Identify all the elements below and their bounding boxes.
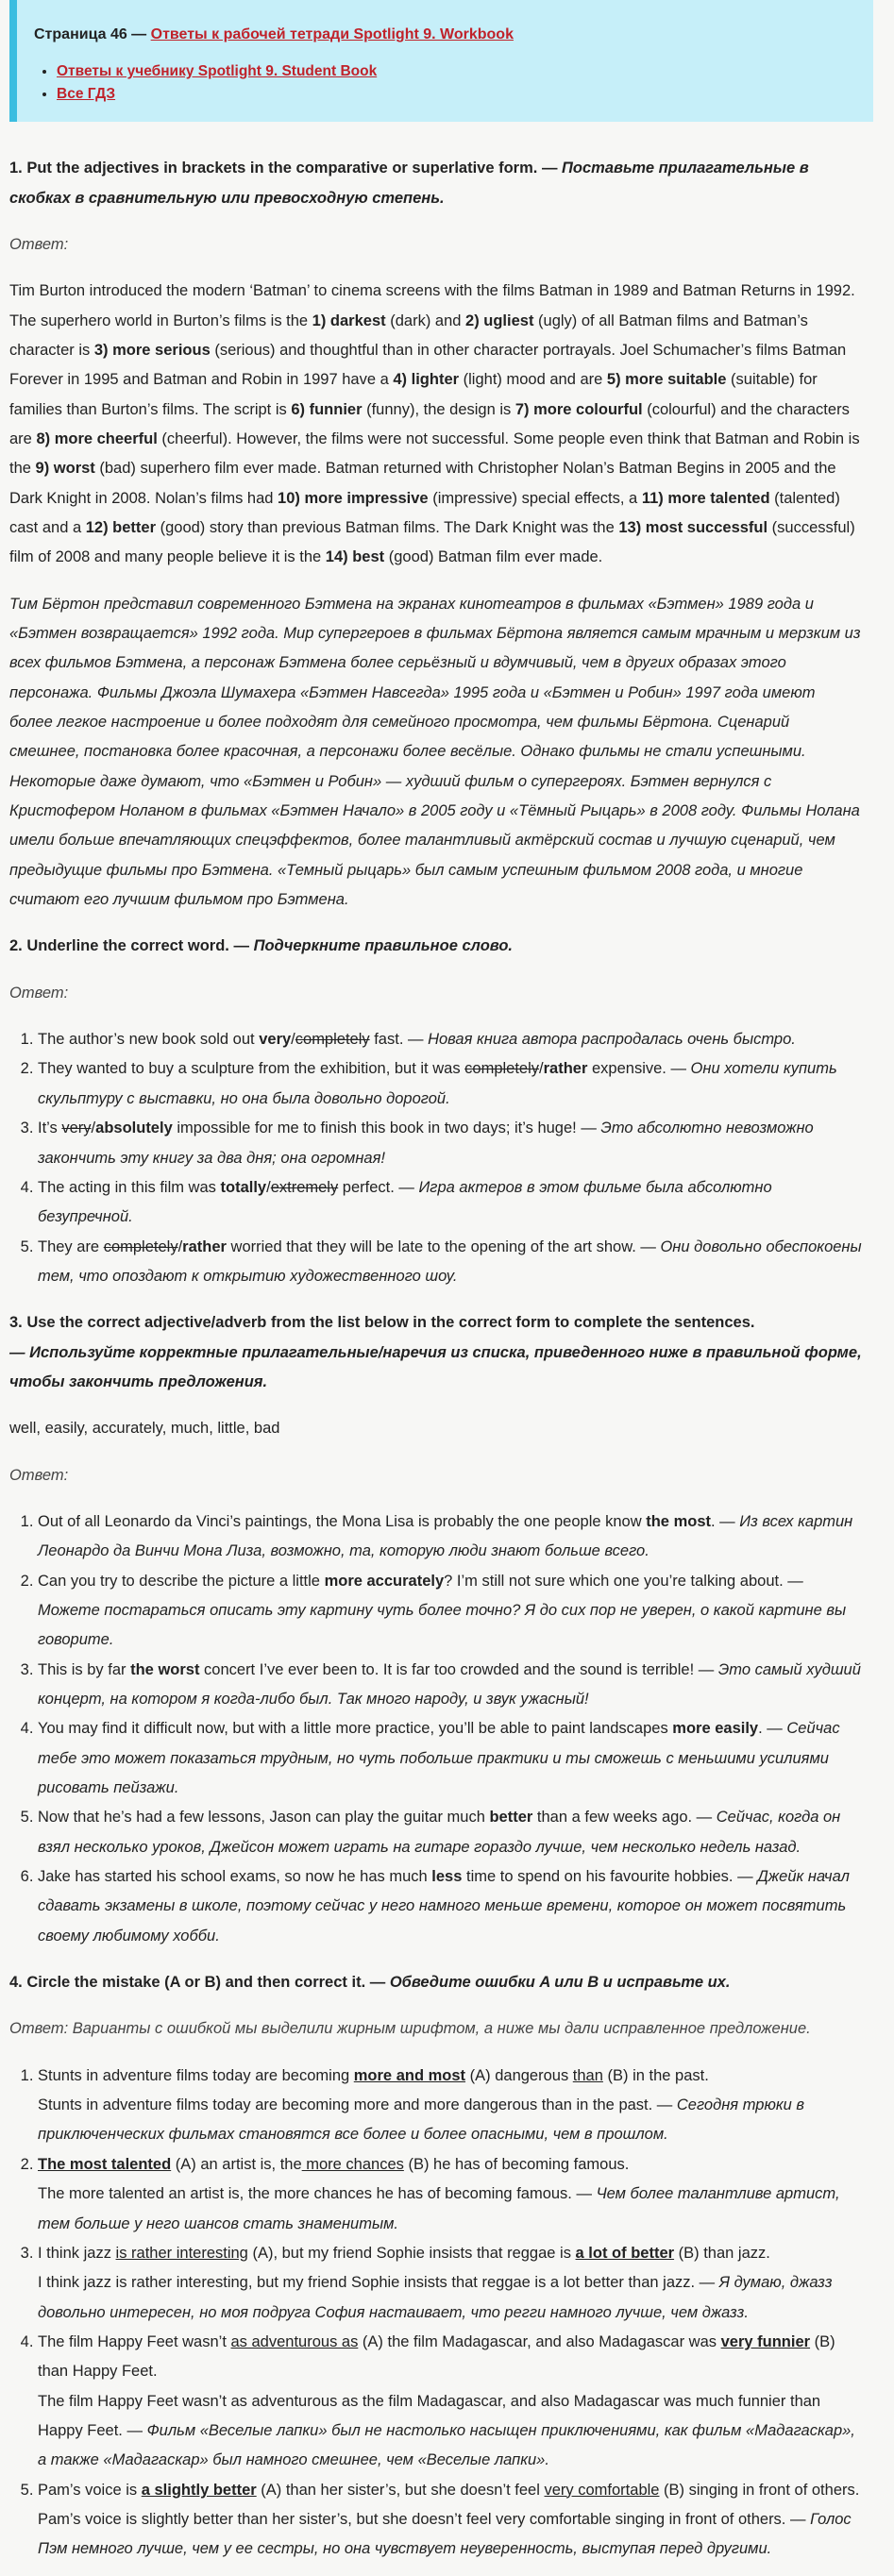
task-2-list: [9, 1025, 862, 1291]
page-number: Страница 46 —: [34, 26, 151, 42]
task-title-en: 1. Put the adjectives in brackets in the comparative or superlative form. —: [9, 160, 558, 177]
links-list: [34, 60, 852, 108]
list-item: 2. They wanted to buy a sculpture from the exhibition, but it was completely/rather expensive. — Они хотели купить скульптуру с выставки, но она была довольно дорогой.: [38, 1054, 862, 1114]
list-item: 5. They are completely/rather worried that they will be late to the opening of the art show. — Они довольно обеспокоены тем, что опоздают к открытию художественного шоу.: [38, 1233, 862, 1292]
list-item: 4. You may find it difficult now, but with a little more practice, you’ll be able to paint landscapes more easily. — Сейчас тебе это может показаться трудным, но чуть побольше практики и ты сможешь с меньшими усилиями рисовать пейзажи.: [38, 1714, 862, 1803]
list-item: 2. Can you try to describe the picture a little more accurately? I’m still not sure which one you’re talking about. — Можете постараться описать эту картину чуть более точно? Я до сих пор не уверен, о какой картине вы говорите.: [38, 1567, 862, 1656]
list-item: 3. This is by far the worst concert I’ve ever been to. It is far too crowded and the sound is terrible! — Это самый худший концерт, на котором я когда-либо был. Так много народу, и звук ужасный!: [38, 1656, 862, 1715]
list-item: 5. Pam’s voice is a slightly better (A) than her sister’s, but she doesn’t feel very comfortable (B) singing in front of others. Pam’s voice is slightly better than her sister’s, but she doesn’t feel very comfortable singing in front of others. — Голос Пэм немного лучше, чем у ее сестры, но она чувствует неуверенность, выступая перед другими.: [38, 2476, 862, 2565]
list-item: [57, 83, 852, 107]
list-item: 1. Out of all Leonardo da Vinci’s paintings, the Mona Lisa is probably the one people know the most. — Из всех картин Леонардо да Винчи Мона Лиза, возможно, та, которую люди знают больше всего.: [38, 1507, 862, 1567]
page-header: [34, 23, 852, 47]
task-1-title: [9, 154, 862, 213]
list-item: 3. It’s very/absolutely impossible for me to finish this book in two days; it’s huge! — Это абсолютно невозможно закончить эту книгу за два дня; она огромная!: [38, 1114, 862, 1173]
list-item: 1. The author’s new book sold out very/completely fast. — Новая книга автора распродалась очень быстро.: [38, 1025, 862, 1054]
word-list: well, easily, accurately, much, little, bad: [9, 1420, 280, 1438]
student-book-link[interactable]: Ответы к учебнику Spotlight 9. Student Book: [57, 62, 378, 79]
list-item: 6. Jake has started his school exams, so now he has much less time to spend on his favourite hobbies. — Джейк начал сдавать экзамены в школе, поэтому сейчас у него намного меньше времени, которое он может посвятить своему любимому хобби.: [38, 1862, 862, 1951]
task-4-title: 4. Circle the mistake (A or B) and then correct it. — Обведите ошибки A или B и исправьте их.: [9, 1974, 731, 1992]
task-4-list: [9, 2062, 862, 2565]
task-2-title: 2. Underline the correct word. — Подчеркните правильное слово.: [9, 937, 513, 955]
main-content: [9, 154, 873, 2564]
answer-label: Ответ:: [9, 984, 69, 1002]
related-links-box: [9, 0, 873, 122]
answer-label: Ответ:: [9, 1466, 69, 1484]
all-gdz-link[interactable]: Все ГДЗ: [57, 86, 116, 103]
list-item: 2. The most talented (A) an artist is, the more chances (B) he has of becoming famous. The more talented an artist is, the more chances he has of becoming famous. — Чем более талантливе артист, тем больше у него шансов стать знаменитым.: [38, 2150, 862, 2239]
answer-note: Ответ: Варианты с ошибкой мы выделили жирным шрифтом, а ниже мы дали исправленное предложение.: [9, 2020, 811, 2038]
task-title-ru: Поставьте прилагательные в скобках в сравнительную или превосходную степень.: [9, 160, 809, 207]
workbook-link[interactable]: Ответы к рабочей тетради Spotlight 9. Workbook: [150, 26, 514, 42]
task-1-translation: Тим Бёртон представил современного Бэтмена на экранах кинотеатров в фильмах «Бэтмен» 1989 года и «Бэтмен возвращается» 1992 года. Мир супергероев в фильмах Бёртона является самым мрачным и мерзким из всех фильмов Бэтмена, а персонаж Бэтмена более серьёзный и вдумчивый, чем в других образах этого персонажа. Фильмы Джоэла Шумахера «Бэтмен Навсегда» 1995 года и «Бэтмен и Робин» 1997 года имеют более легкое настроение и более подходят для семейного просмотра, чем фильмы Бёртона. Сценарий смешнее, постановка более красочная, а персонажи более весёлые. Однако фильмы не стали успешными. Некоторые даже думают, что «Бэтмен и Робин» — худший фильм о супергероях. Бэтмен вернулся с Кристофером Ноланом в фильмах «Бэтмен Начало» в 2005 году и «Тёмный Рыцарь» в 2008 году. Фильмы Нолана имели больше впечатляющих спецэффектов, более талантливый актёрский состав и лучшую сценарий, чем предыдущие фильмы про Бэтмена. «Темный рыцарь» был самым успешным фильмом 2008 года, и многие считают его лучшим фильмом про Бэтмена.: [9, 595, 861, 909]
answer-label: Ответ:: [9, 235, 69, 253]
list-item: 4. The acting in this film was totally/extremely perfect. — Игра актеров в этом фильме была абсолютно безупречной.: [38, 1173, 862, 1233]
list-item: 3. I think jazz is rather interesting (A), but my friend Sophie insists that reggae is a lot of better (B) than jazz. I think jazz is rather interesting, but my friend Sophie insists that reggae is a lot better than jazz. — Я думаю, джазз довольно интересен, но моя подруга София настаивает, что регги намного лучше, чем джазз.: [38, 2239, 862, 2328]
list-item: 5. Now that he’s had a few lessons, Jason can play the guitar much better than a few weeks ago. — Сейчас, когда он взял несколько уроков, Джейсон может играть на гитаре гораздо лучше, чем несколько недель назад.: [38, 1803, 862, 1862]
list-item: [57, 60, 852, 84]
task-3-title: 3. Use the correct adjective/adverb from the list below in the correct form to complete the sentences. — Используйте корректные прилагательные/наречия из списка, приведенного ниже в правильной форме, чтобы закончить предложения.: [9, 1314, 862, 1390]
list-item: 4. The film Happy Feet wasn’t as adventurous as (A) the film Madagascar, and also Madagascar was very funnier (B) than Happy Feet. The film Happy Feet wasn’t as adventurous as the film Madagascar, and also Madagascar was much funnier than Happy Feet. — Фильм «Веселые лапки» был не настолько насыщен приключениями, как фильм «Мадагаскар», а также «Мадагаскар» был намного смешнее, чем «Веселые лапки».: [38, 2328, 862, 2476]
list-item: 1. Stunts in adventure films today are becoming more and most (A) dangerous than (B) in the past. Stunts in adventure films today are becoming more and more dangerous than in the past. — Сегодня трюки в приключенческих фильмах становятся все более и более опасными, чем в прошлом.: [38, 2062, 862, 2150]
task-3-list: [9, 1507, 862, 1951]
task-1-text: Tim Burton introduced the modern ‘Batman’ to cinema screens with the films Batman in 1989 and Batman Returns in 1992. The superhero world in Burton’s films is the 1) darkest (dark) and 2) ugliest (ugly) of all Batman films and Batman’s character is 3) more serious (serious) and thoughtful than in other character portrayals. Joel Schumacher’s films Batman Forever in 1995 and Batman and Robin in 1997 have a 4) lighter (light) mood and are 5) more suitable (suitable) for families than Burton’s films. The script is 6) funnier (funny), the design is 7) more colourful (colourful) and the characters are 8) more cheerful (cheerful). However, the films were not successful. Some people even think that Batman and Robin is the 9) worst (bad) superhero film ever made. Batman returned with Christopher Nolan’s Batman Begins in 2005 and the Dark Knight in 2008. Nolan’s films had 10) more impressive (impressive) special effects, a 11) more talented (talented) cast and a 12) better (good) story than previous Batman films. The Dark Knight was the 13) most successful (successful) film of 2008 and many people believe it is the 14) best (good) Batman film ever made.: [9, 282, 860, 566]
